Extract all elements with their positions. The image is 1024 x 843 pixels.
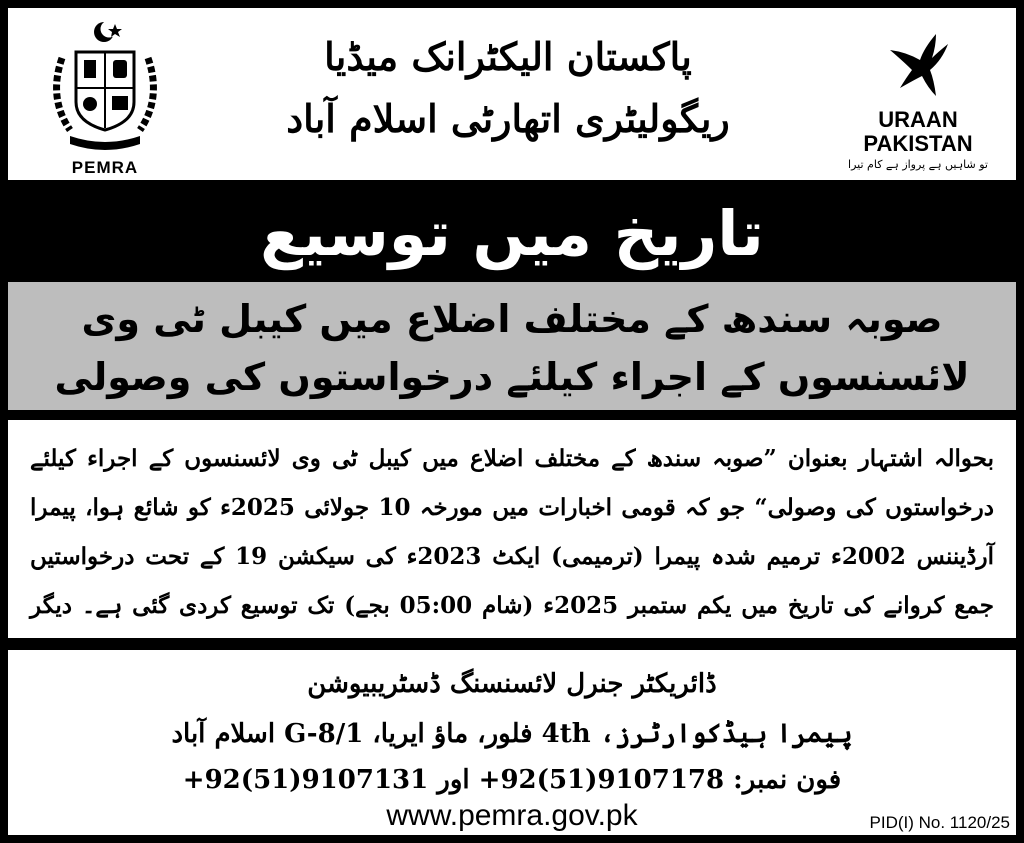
uraan-name-line2: PAKISTAN bbox=[863, 131, 973, 156]
authority-name-line1: پاکستان الیکٹرانک میڈیا bbox=[324, 34, 692, 79]
website-link[interactable]: www.pemra.gov.pk bbox=[386, 799, 638, 832]
phone-numbers: فون نمبر: 9107178(51)92+ اور 9107131(51)92+ bbox=[182, 765, 842, 795]
director-title: ڈائریکٹر جنرل لائسنسنگ ڈسٹریبیوشن bbox=[307, 669, 717, 699]
authority-name bbox=[238, 26, 778, 150]
pemra-logo bbox=[40, 18, 170, 180]
subject-band bbox=[8, 282, 1016, 410]
subject-line1: صوبہ سندھ کے مختلف اضلاع میں کیبل ٹی وی bbox=[81, 297, 943, 341]
uraan-tagline: تو شاہیں ہے پرواز ہے کام تیرا bbox=[848, 158, 988, 171]
pid-number: PID(I) No. 1120/25 bbox=[869, 813, 1010, 832]
notice-title: تاریخ میں توسیع bbox=[260, 197, 764, 270]
footer bbox=[8, 650, 1016, 835]
subject-line2: لائسنسوں کے اجراء کیلئے درخواستوں کی وصولی bbox=[54, 355, 970, 399]
authority-name-line2: ریگولیٹری اتھارٹی اسلام آباد bbox=[286, 96, 730, 141]
pemra-logo-text: PEMRA bbox=[71, 158, 139, 177]
uraan-name-line1: URAAN bbox=[878, 107, 958, 132]
header bbox=[8, 8, 1016, 180]
office-address: پیمرا ہیڈکوارٹرز، 4th فلور، ماؤ ایریا، G-8/1 اسلام آباد bbox=[171, 719, 853, 749]
eagle-icon bbox=[876, 30, 956, 108]
body-paragraph: بحوالہ اشتہار بعنوان ”صوبہ سندھ کے مختلف اضلاع میں کیبل ٹی وی لائسنسوں کے اجراء کیلئے درخواستوں کی وصولی“ جو کہ قومی اخبارات میں مورخہ 10 جولائی 2025ء کو شائع ہوا، پیمرا آرڈیننس 2002ء ترمیم شدہ پیمرا (ترمیمی) ایکٹ 2023ء کی سیکشن 19 کے تحت درخواستیں جمع کروانے کی تاریخ میں یکم ستمبر 2025ء (شام 05:00 بجے) تک توسیع کردی گئی ہے۔ دیگر bbox=[8, 420, 1016, 638]
uraan-name bbox=[838, 108, 998, 156]
pemra-emblem-icon bbox=[40, 18, 170, 158]
uraan-pakistan-logo bbox=[838, 30, 998, 180]
